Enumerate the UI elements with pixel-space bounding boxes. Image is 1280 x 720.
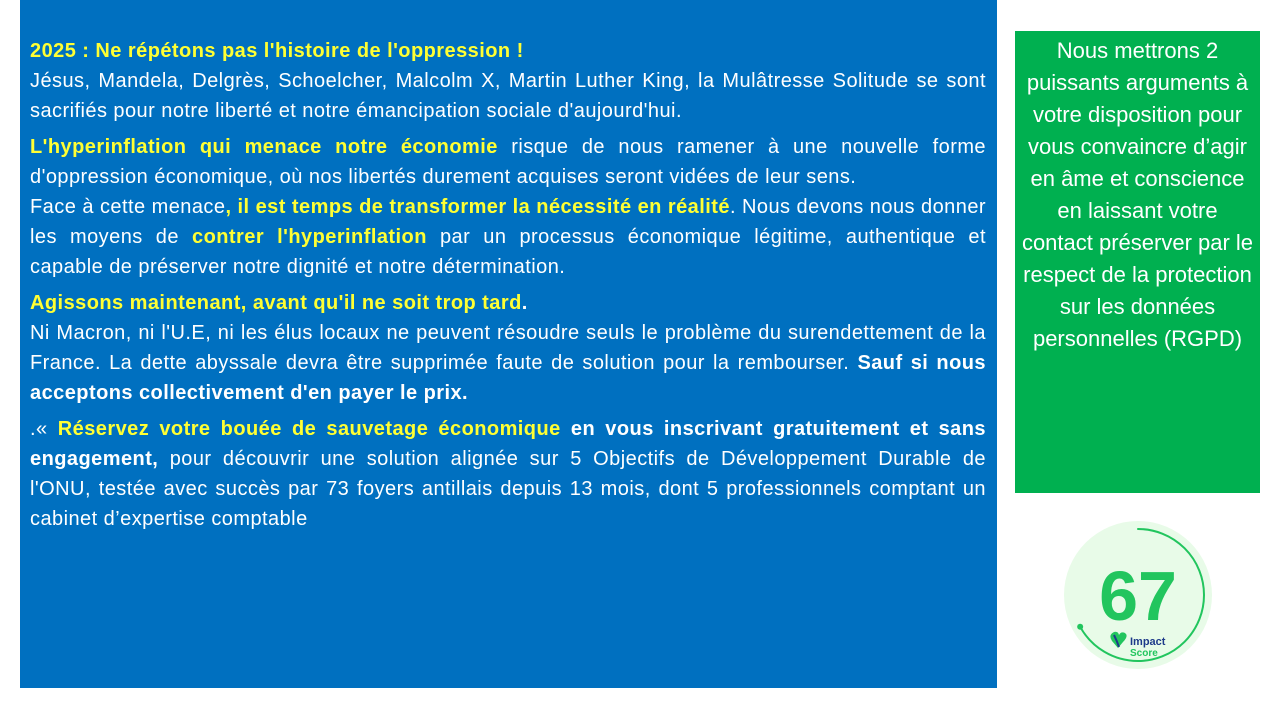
paragraph-2 (30, 132, 986, 282)
paragraph-1-title: 2025 : Ne répétons pas l'histoire de l'oppression ! (30, 40, 524, 62)
contrer-highlight: contrer l'hyperinflation (192, 226, 427, 248)
paragraph-4-prefix: .« (30, 418, 58, 440)
paragraph-3-bold: Sauf si nous acceptons collectivement d'en payer le prix. (30, 352, 986, 404)
paragraph-2-text-4: par un processus économique légitime, authentique et capable de préserver notre dignité et notre détermination. (30, 226, 987, 278)
bouee-highlight: Réservez votre bouée de sauvetage économique (57, 418, 561, 440)
impact-score-badge (1062, 519, 1214, 671)
side-callout-box (1015, 31, 1260, 493)
score-value: 67 (1099, 557, 1177, 635)
paragraph-1 (30, 36, 986, 126)
hyperinflation-highlight: L'hyperinflation qui menace notre économie (30, 136, 498, 158)
main-text-panel (20, 0, 997, 688)
paragraph-4-text: pour découvrir une solution alignée sur 5 Objectifs de Développement Durable de l'ONU, testée avec succès par 73 foyers antillais depuis 13 mois, dont 5 professionnels comptant un cabinet d’expertise comptable (30, 448, 986, 530)
paragraph-4-bold: en vous inscrivant gratuitement et sans engagement, (30, 418, 986, 470)
paragraph-3-title-end: . (521, 292, 528, 314)
impact-score-graphic (1062, 519, 1214, 671)
score-progress-dot (1077, 624, 1083, 630)
paragraph-2-text-1: risque de nous ramener à une nouvelle forme d'oppression économique, où nos libertés durement acquises seront vidées de leur sens. (30, 136, 987, 188)
score-label-score: Score (1130, 648, 1158, 659)
paragraph-4 (30, 414, 986, 534)
side-callout-text: Nous mettrons 2 puissants arguments à votre disposition pour vous convaincre d’agir en âme et conscience en laissant votre contact préserver par le respect de la protection sur les données personnelles (RGPD) (1021, 38, 1254, 351)
transform-highlight: , il est temps de transformer la nécessité en réalité (225, 196, 730, 218)
paragraph-2-text-2: Face à cette menace (30, 196, 226, 218)
paragraph-2-text-3: . Nous devons nous donner les moyens de (30, 196, 986, 248)
paragraph-3 (30, 288, 986, 408)
score-label-impact: Impact (1130, 636, 1166, 648)
paragraph-3-text: Ni Macron, ni l'U.E, ni les élus locaux ne peuvent résoudre seuls le problème du surendettement de la France. La dette abyssale devra être supprimée faute de solution pour la rembourser. (30, 322, 986, 374)
paragraph-3-title: Agissons maintenant, avant qu'il ne soit trop tard (30, 292, 522, 314)
paragraph-1-body: Jésus, Mandela, Delgrès, Schoelcher, Malcolm X, Martin Luther King, la Mulâtresse Solitude se sont sacrifiés pour notre liberté et notre émancipation sociale d'aujourd'hui. (30, 70, 986, 122)
